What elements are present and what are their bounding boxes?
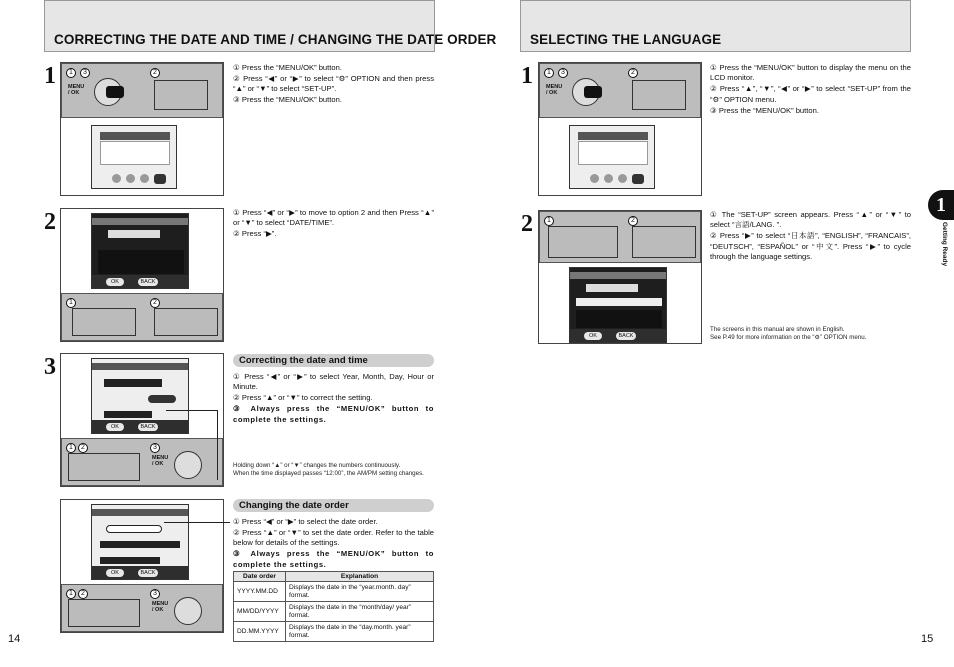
instruction-line: ③ Press the “MENU/OK” button. bbox=[233, 95, 342, 105]
table-row bbox=[234, 602, 434, 622]
setup-title-bar bbox=[92, 218, 188, 225]
step-number: 2 bbox=[521, 211, 533, 237]
step4-instructions bbox=[233, 517, 434, 571]
pointer-hand-icon bbox=[106, 86, 124, 98]
step-marker-2: 2 bbox=[150, 68, 160, 78]
camera-dial-panel bbox=[61, 584, 223, 632]
step-marker-1: 1 bbox=[66, 589, 76, 599]
date-order-table bbox=[233, 571, 434, 642]
step1-instructions bbox=[233, 63, 434, 106]
camera-back-panel bbox=[539, 63, 701, 118]
four-way-dial bbox=[154, 308, 218, 336]
set-icon bbox=[154, 174, 166, 184]
four-way-dial bbox=[68, 453, 140, 481]
instruction-line: ① The “SET-UP” screen appears. Press “▲” or “▼” to select “言語/LANG. ”. bbox=[710, 210, 911, 230]
instruction-line-bold: ③ Always press the “MENU/OK” button to complete the settings. bbox=[233, 549, 434, 569]
instruction-line: ① Press the “MENU/OK” button to display the menu on the LCD monitor. bbox=[710, 63, 911, 83]
pointer-hand-icon bbox=[584, 86, 602, 98]
time-field bbox=[148, 395, 176, 403]
lcd-button-bar bbox=[570, 329, 666, 342]
step3-instructions bbox=[233, 372, 434, 426]
back-label: BACK bbox=[138, 569, 158, 577]
four-way-dial bbox=[72, 308, 136, 336]
instruction-line: ③ Press the “MENU/OK” button. bbox=[710, 105, 819, 115]
date-field bbox=[100, 541, 180, 548]
mode-icon bbox=[590, 174, 599, 183]
menu-option-bar bbox=[100, 132, 170, 140]
menu-list bbox=[576, 310, 662, 328]
date-order-selector bbox=[106, 525, 162, 533]
right-page-header bbox=[520, 0, 911, 52]
ok-label: OK bbox=[106, 278, 124, 286]
step-marker-3: 3 bbox=[558, 68, 568, 78]
step4-figure bbox=[60, 499, 224, 633]
step2-figure bbox=[60, 208, 224, 342]
instruction-line: ② Press “▲” or “▼” to correct the setting. bbox=[233, 393, 373, 403]
right-page-title: SELECTING THE LANGUAGE bbox=[530, 32, 722, 47]
step-marker-3: 3 bbox=[80, 68, 90, 78]
back-label: BACK bbox=[616, 332, 636, 340]
back-label: BACK bbox=[138, 423, 158, 431]
lcd-screen bbox=[569, 125, 655, 189]
left-page-header bbox=[44, 0, 497, 52]
date-title-bar bbox=[92, 509, 188, 516]
mode-icon bbox=[112, 174, 121, 183]
mode-icon bbox=[140, 174, 149, 183]
time-field bbox=[100, 557, 160, 564]
chapter-tab-label: Getting Ready bbox=[941, 222, 948, 267]
menu-option-panel bbox=[100, 141, 170, 165]
step3-notes bbox=[233, 462, 434, 478]
menu-ok-label: MENU / OK bbox=[152, 455, 169, 467]
table-header: Explanation bbox=[286, 572, 434, 582]
lcd-button-bar bbox=[92, 566, 188, 579]
four-way-dial bbox=[154, 80, 208, 110]
table-cell: Displays the date in the “year.month. day” format. bbox=[286, 582, 434, 602]
menu-ok-label: MENU / OK bbox=[152, 601, 169, 613]
step-marker-1: 1 bbox=[544, 68, 554, 78]
date-title-bar bbox=[92, 363, 188, 370]
lcd-screen bbox=[569, 267, 667, 343]
language-step2-instructions bbox=[710, 210, 911, 263]
table-row bbox=[234, 582, 434, 602]
step2-instructions bbox=[233, 208, 434, 240]
mode-icon bbox=[126, 174, 135, 183]
four-way-dial bbox=[632, 226, 696, 258]
table-header: Date order bbox=[234, 572, 286, 582]
callout-line bbox=[164, 522, 230, 523]
menu-ok-label: MENU / OK bbox=[546, 84, 563, 96]
step-marker-2: 2 bbox=[628, 68, 638, 78]
menu-option-bar bbox=[578, 132, 648, 140]
instruction-line-bold: ③ Always press the “MENU/OK” button to complete the settings. bbox=[233, 404, 434, 424]
ok-label: OK bbox=[584, 332, 602, 340]
date-order-field bbox=[104, 411, 152, 418]
table-cell: DD.MM.YYYY bbox=[234, 622, 286, 642]
section-subtitle: Correcting the date and time bbox=[233, 354, 434, 367]
setup-title-bar bbox=[570, 272, 666, 279]
table-cell: Displays the date in the “day.month. year” format. bbox=[286, 622, 434, 642]
language-step1-figure bbox=[538, 62, 702, 196]
tab-row bbox=[586, 284, 638, 292]
back-label: BACK bbox=[138, 278, 158, 286]
language-step1-instructions bbox=[710, 63, 911, 117]
ok-label: OK bbox=[106, 423, 124, 431]
step-number: 2 bbox=[44, 209, 56, 235]
four-way-dial bbox=[548, 226, 618, 258]
step-marker-1: 1 bbox=[66, 68, 76, 78]
mode-icon bbox=[618, 174, 627, 183]
step-marker-3: 3 bbox=[150, 443, 160, 453]
lcd-screen bbox=[91, 213, 189, 289]
step-marker-2: 2 bbox=[78, 589, 88, 599]
lcd-screen bbox=[91, 504, 189, 580]
page-number: 15 bbox=[921, 633, 934, 645]
step-marker-2: 2 bbox=[628, 216, 638, 226]
step-number: 1 bbox=[44, 63, 56, 89]
note-line: The screens in this manual are shown in English. bbox=[710, 326, 845, 333]
callout-line bbox=[166, 410, 218, 480]
note-line: When the time displayed passes “12:00”, the AM/PM setting changes. bbox=[233, 470, 424, 477]
option-icons-row bbox=[112, 174, 172, 184]
camera-dial-panel bbox=[61, 293, 223, 341]
four-way-dial bbox=[68, 599, 140, 627]
step-marker-1: 1 bbox=[544, 216, 554, 226]
lcd-button-bar bbox=[92, 275, 188, 288]
instruction-line: ① Press the “MENU/OK” button. bbox=[233, 63, 342, 72]
step-marker-3: 3 bbox=[150, 589, 160, 599]
table-header-row bbox=[234, 572, 434, 582]
menu-list bbox=[98, 250, 184, 274]
date-field bbox=[104, 379, 162, 387]
menu-ok-button bbox=[174, 597, 202, 625]
language-notes bbox=[710, 326, 911, 342]
camera-back-panel bbox=[61, 63, 223, 118]
ok-label: OK bbox=[106, 569, 124, 577]
set-icon bbox=[632, 174, 644, 184]
menu-option-panel bbox=[578, 141, 648, 165]
tab-row bbox=[108, 230, 160, 238]
step-marker-1: 1 bbox=[66, 298, 76, 308]
table-cell: YYYY.MM.DD bbox=[234, 582, 286, 602]
step-number: 3 bbox=[44, 354, 56, 380]
mode-icon bbox=[604, 174, 613, 183]
camera-dial-panel bbox=[539, 211, 701, 263]
left-page-title: CORRECTING THE DATE AND TIME / CHANGING THE DATE ORDER bbox=[54, 32, 497, 47]
instruction-line: ② Press “▲” or “▼” to set the date order. Refer to the table below for details of the settings. bbox=[233, 527, 434, 548]
instruction-line: ① Press “◀” or “▶” to select Year, Month, Day, Hour or Minute. bbox=[233, 372, 434, 392]
step-marker-2: 2 bbox=[78, 443, 88, 453]
step1-figure bbox=[60, 62, 224, 196]
instruction-line: ② Press “▶”. bbox=[233, 229, 277, 239]
lcd-screen bbox=[91, 125, 177, 189]
instruction-line: ② Press “◀” or “▶” to select “⚙” OPTION and then press “▲” or “▼” to select “SET-UP”. bbox=[233, 73, 434, 94]
menu-ok-label: MENU / OK bbox=[68, 84, 85, 96]
step-marker-2: 2 bbox=[150, 298, 160, 308]
note-line: See P.49 for more information on the “⚙” OPTION menu. bbox=[710, 334, 867, 341]
page-number: 14 bbox=[8, 633, 21, 645]
table-row bbox=[234, 622, 434, 642]
note-line: Holding down “▲” or “▼” changes the numbers continuously. bbox=[233, 462, 401, 469]
section-subtitle: Changing the date order bbox=[233, 499, 434, 512]
chapter-tab: 1 bbox=[928, 190, 954, 220]
four-way-dial bbox=[632, 80, 686, 110]
table-cell: MM/DD/YYYY bbox=[234, 602, 286, 622]
language-row bbox=[576, 298, 662, 306]
instruction-line: ② Press “▶” to select “日本語”, “ENGLISH”, “FRANCAIS”, “DEUTSCH”, “ESPAÑOL” or “中文”. Press “▶” to cycle through the language settings. bbox=[710, 231, 911, 262]
instruction-line: ① Press “◀” or “▶” to select the date order. bbox=[233, 517, 378, 526]
step-marker-1: 1 bbox=[66, 443, 76, 453]
step-number: 1 bbox=[521, 63, 533, 89]
language-step2-figure bbox=[538, 210, 702, 344]
table-cell: Displays the date in the “month/day/ year” format. bbox=[286, 602, 434, 622]
instruction-line: ② Press “▲”, “▼”, “◀” or “▶” to select “SET-UP” from the “⚙” OPTION menu. bbox=[710, 84, 911, 104]
option-icons-row bbox=[590, 174, 650, 184]
instruction-line: ① Press “◀” or “▶” to move to option 2 and then Press “▲” or “▼” to select “DATE/TIME”. bbox=[233, 208, 434, 228]
